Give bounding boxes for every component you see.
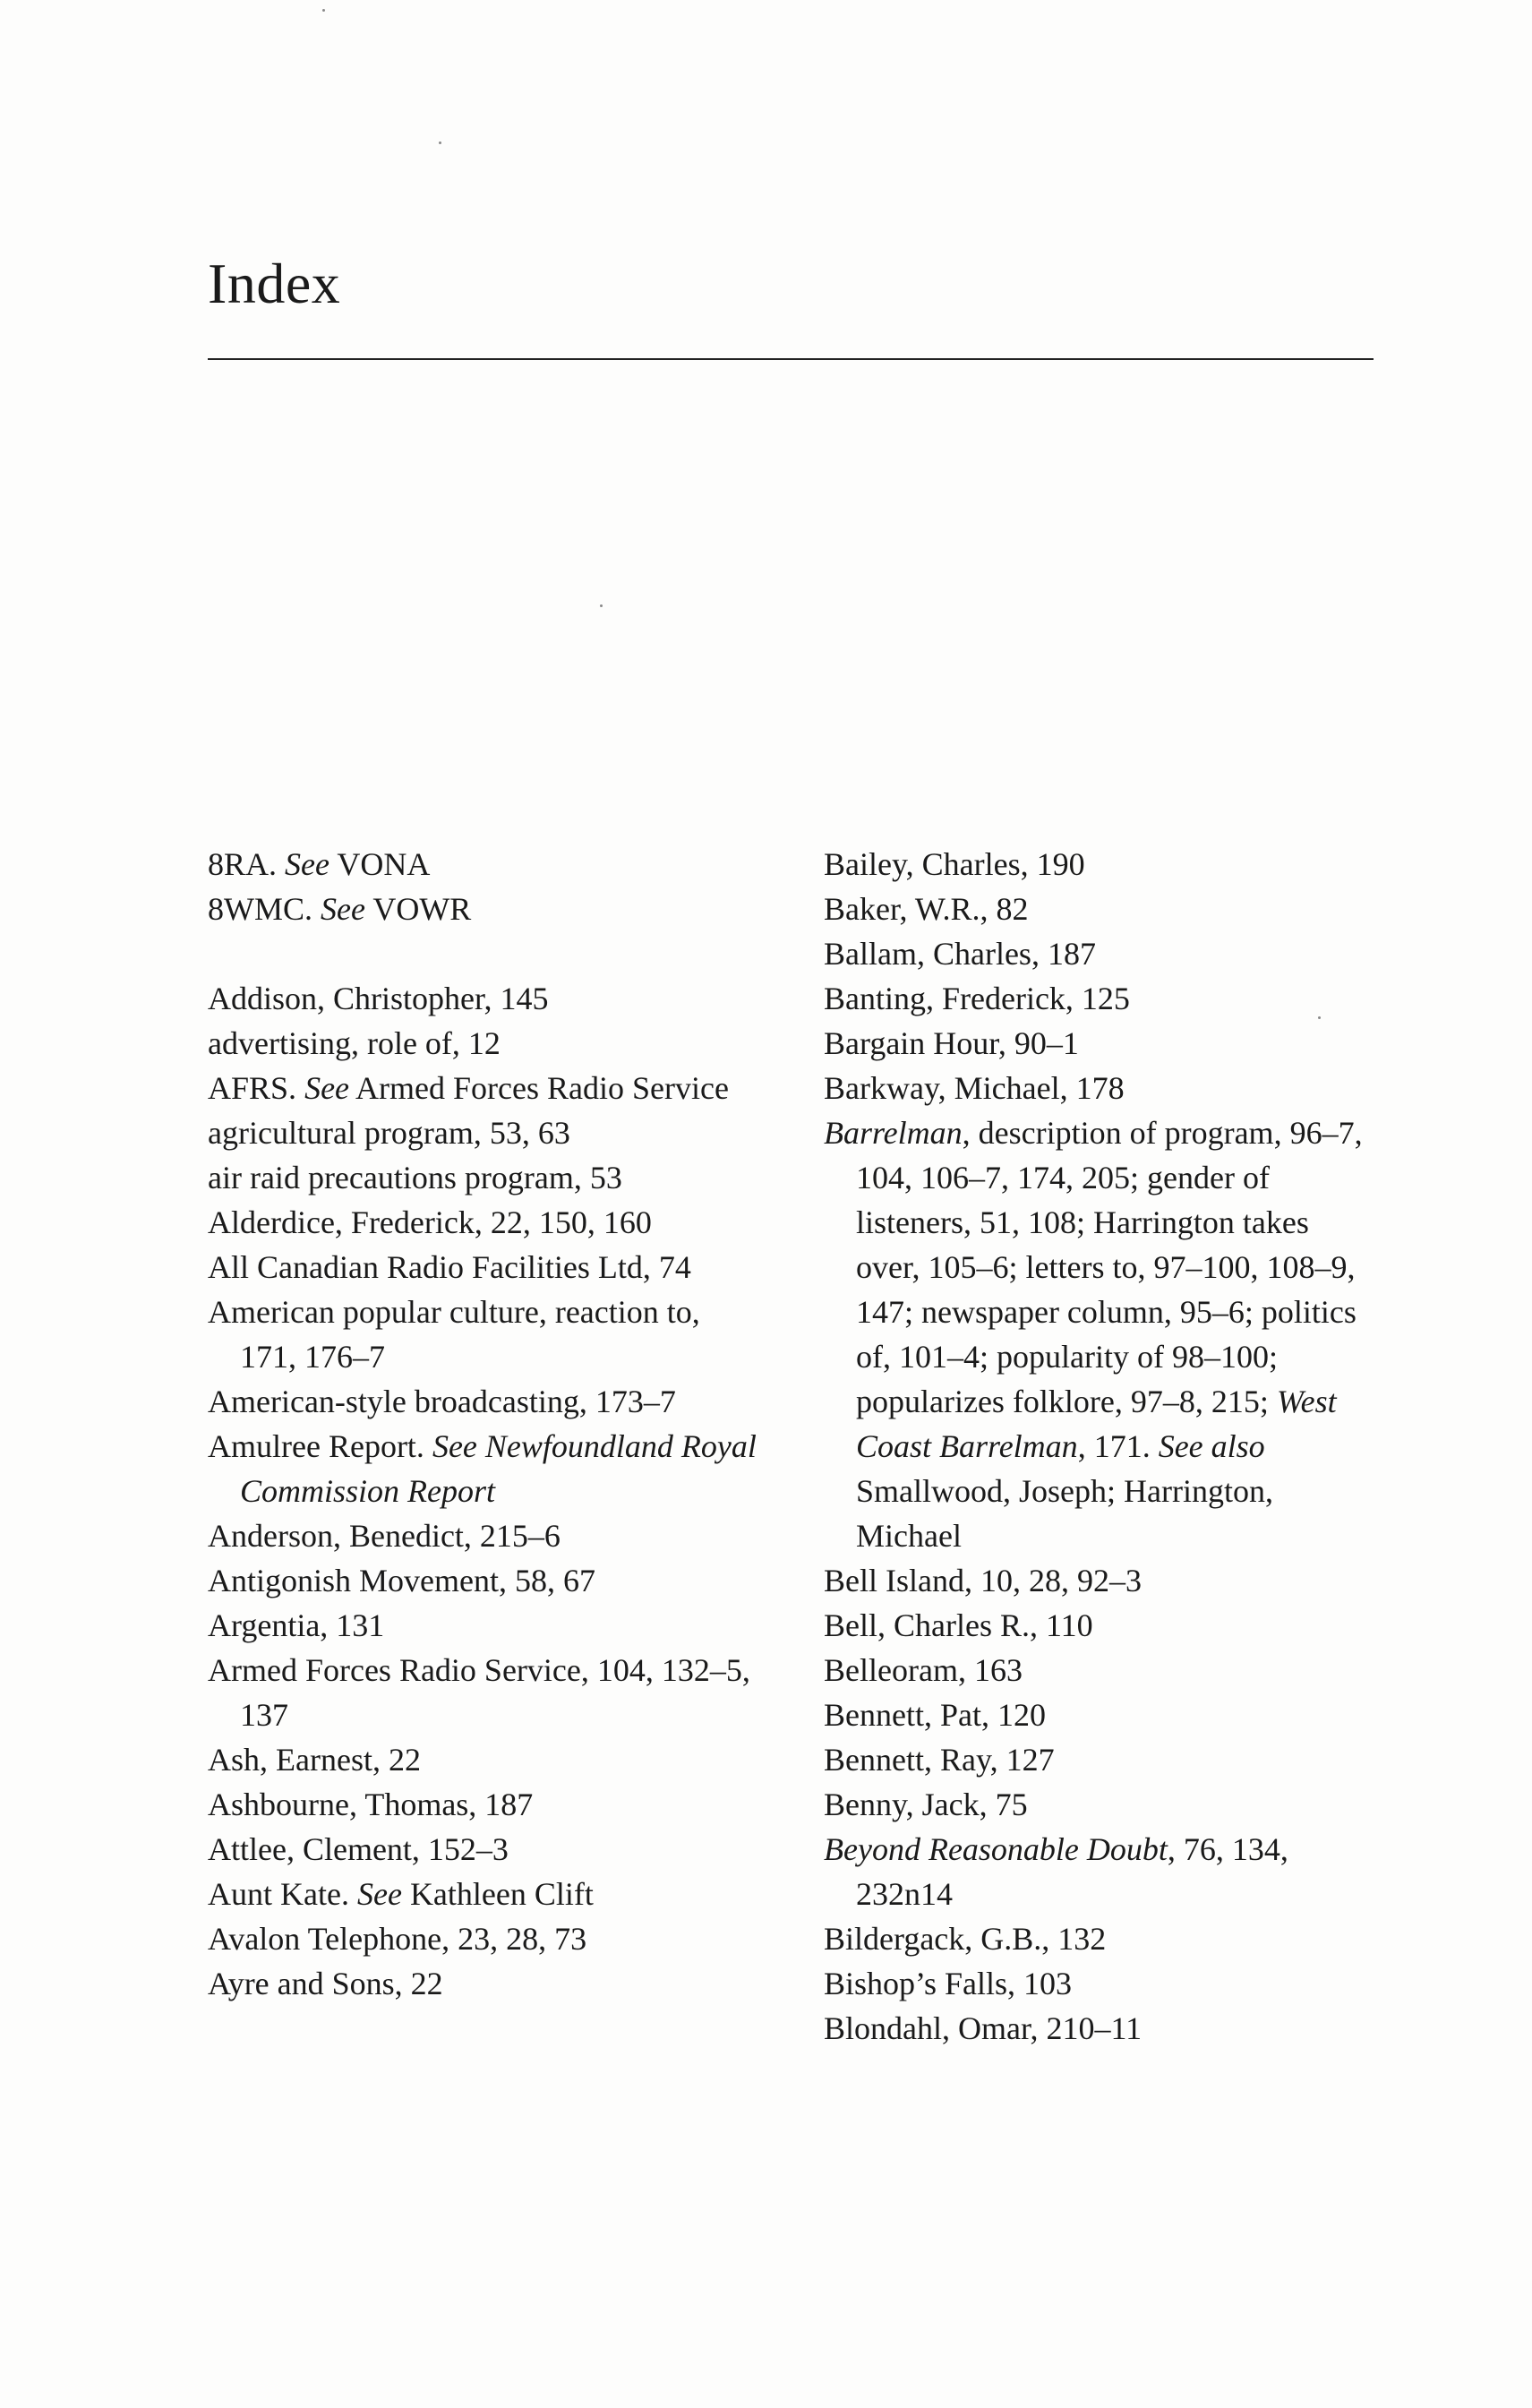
index-entry-text: Ballam, Charles, 187 bbox=[824, 936, 1096, 972]
index-entry-text: advertising, role of, 12 bbox=[208, 1025, 501, 1061]
index-entry bbox=[208, 842, 763, 887]
index-entry-text: Banting, Frederick, 125 bbox=[824, 981, 1130, 1016]
index-entry bbox=[208, 1200, 763, 1245]
index-entry-text: Benny, Jack, 75 bbox=[824, 1787, 1028, 1822]
index-entry-italic-text: See bbox=[285, 846, 330, 882]
index-entry-text: Armed Forces Radio Service, 104, 132–5, 137 bbox=[208, 1652, 750, 1733]
index-entry bbox=[824, 931, 1381, 976]
index-entry bbox=[824, 1737, 1381, 1782]
index-entry bbox=[824, 887, 1381, 931]
index-entry bbox=[824, 1692, 1381, 1737]
index-entry bbox=[208, 1737, 763, 1782]
index-entry-italic-text: West Coast Barrelman bbox=[856, 1384, 1337, 1464]
index-entry bbox=[208, 1513, 763, 1558]
index-entry-text: Blondahl, Omar, 210–11 bbox=[824, 2010, 1143, 2046]
index-entry bbox=[824, 1916, 1381, 1961]
index-column-left bbox=[208, 842, 763, 2006]
index-entry-text: Alderdice, Frederick, 22, 150, 160 bbox=[208, 1204, 652, 1240]
index-column-right bbox=[824, 842, 1381, 2051]
index-entry-text: , description of program, 96–7, 104, 106–7, 174, 205; gender of listeners, 51, 108; Harrington takes over, 105–6; letters to, 97–100, 108–9, 147; newspaper column, 95–6; politics of, 101–4; popularity of 98–100; popularizes folklore, 97–8, 215; bbox=[856, 1115, 1363, 1419]
index-entry-text: Anderson, Benedict, 215–6 bbox=[208, 1518, 561, 1554]
index-entry-text: Bell, Charles R., 110 bbox=[824, 1607, 1093, 1643]
index-entry bbox=[824, 842, 1381, 887]
index-entry bbox=[208, 1782, 763, 1827]
index-entry-text: Bargain Hour, 90–1 bbox=[824, 1025, 1079, 1061]
index-entry-text: Avalon Telephone, 23, 28, 73 bbox=[208, 1921, 587, 1957]
index-entry bbox=[208, 1245, 763, 1290]
index-entry bbox=[824, 1603, 1381, 1648]
index-entry bbox=[208, 1021, 763, 1066]
index-entry-italic-text: See also bbox=[1158, 1428, 1265, 1464]
index-entry-italic-text: See bbox=[304, 1070, 350, 1106]
index-entry bbox=[208, 1872, 763, 1916]
index-entry bbox=[208, 976, 763, 1021]
index-entry-text: VONA bbox=[329, 846, 431, 882]
index-entry-text: , 171. bbox=[1077, 1428, 1159, 1464]
index-entry bbox=[824, 976, 1381, 1021]
index-entry bbox=[824, 1961, 1381, 2006]
index-entry-text: , 76, 134, 232n14 bbox=[856, 1831, 1288, 1912]
index-entry-text: air raid precautions program, 53 bbox=[208, 1160, 622, 1195]
index-entry-text: agricultural program, 53, 63 bbox=[208, 1115, 570, 1151]
index-entry-italic-text: See bbox=[356, 1876, 402, 1912]
index-entry-text: Smallwood, Joseph; Harrington, Michael bbox=[856, 1473, 1273, 1554]
index-entry-italic-text: Barrelman bbox=[824, 1115, 963, 1151]
index-entry-text: Baker, W.R., 82 bbox=[824, 891, 1029, 927]
index-entry-text: Argentia, 131 bbox=[208, 1607, 385, 1643]
index-entry bbox=[824, 1782, 1381, 1827]
index-entry-text: 8RA. bbox=[208, 846, 286, 882]
index-entry-text: Aunt Kate. bbox=[208, 1876, 357, 1912]
index-entry-text: Attlee, Clement, 152–3 bbox=[208, 1831, 509, 1867]
index-entry-italic-text: Beyond Reasonable Doubt bbox=[824, 1831, 1168, 1867]
index-entry bbox=[208, 1424, 763, 1513]
index-entry bbox=[208, 1648, 763, 1737]
index-entry-text: All Canadian Radio Facilities Ltd, 74 bbox=[208, 1249, 691, 1285]
index-entry bbox=[824, 1648, 1381, 1692]
index-entry bbox=[824, 1066, 1381, 1110]
index-entry-text: Armed Forces Radio Service bbox=[349, 1070, 729, 1106]
index-entry-text: Ayre and Sons, 22 bbox=[208, 1966, 443, 2001]
index-entry bbox=[824, 1110, 1381, 1558]
index-entry-text: Antigonish Movement, 58, 67 bbox=[208, 1563, 595, 1598]
index-entry-text: Amulree Report. bbox=[208, 1428, 432, 1464]
index-entry-text: Bennett, Ray, 127 bbox=[824, 1742, 1055, 1778]
scan-speck bbox=[439, 141, 441, 144]
index-entry-text: 8WMC. bbox=[208, 891, 321, 927]
index-entry-text: Bildergack, G.B., 132 bbox=[824, 1921, 1107, 1957]
index-entry-text: Ash, Earnest, 22 bbox=[208, 1742, 421, 1778]
index-entry bbox=[208, 1110, 763, 1155]
index-entry bbox=[208, 1916, 763, 1961]
index-entry-text: American-style broadcasting, 173–7 bbox=[208, 1384, 676, 1419]
index-entry bbox=[208, 1603, 763, 1648]
scan-speck bbox=[322, 9, 325, 12]
index-entry bbox=[208, 1066, 763, 1110]
index-entry bbox=[824, 2006, 1381, 2051]
index-entry bbox=[208, 1558, 763, 1603]
index-entry bbox=[208, 1290, 763, 1379]
index-entry-text: Bishop’s Falls, 103 bbox=[824, 1966, 1073, 2001]
index-entry-text: AFRS. bbox=[208, 1070, 305, 1106]
index-entry-text: Bailey, Charles, 190 bbox=[824, 846, 1085, 882]
index-entry-text: American popular culture, reaction to, 171, 176–7 bbox=[208, 1294, 700, 1375]
index-entry bbox=[824, 1021, 1381, 1066]
index-entry-text: VOWR bbox=[364, 891, 472, 927]
index-entry bbox=[208, 1961, 763, 2006]
index-entry-text: Kathleen Clift bbox=[401, 1876, 594, 1912]
scan-speck bbox=[600, 604, 603, 607]
index-entry-text: Ashbourne, Thomas, 187 bbox=[208, 1787, 534, 1822]
index-entry-text: Addison, Christopher, 145 bbox=[208, 981, 549, 1016]
index-entry-text: Belleoram, 163 bbox=[824, 1652, 1023, 1688]
index-entry bbox=[208, 1379, 763, 1424]
scan-speck bbox=[1318, 1016, 1321, 1019]
page-title: Index bbox=[208, 252, 341, 315]
index-entry bbox=[208, 1155, 763, 1200]
index-entry bbox=[208, 1827, 763, 1872]
index-entry-text: Bennett, Pat, 120 bbox=[824, 1697, 1046, 1733]
index-entry bbox=[824, 1827, 1381, 1916]
index-entry-text: Barkway, Michael, 178 bbox=[824, 1070, 1125, 1106]
index-entry bbox=[208, 887, 763, 931]
index-entry bbox=[824, 1558, 1381, 1603]
title-rule bbox=[208, 358, 1374, 360]
index-entry-italic-text: See bbox=[321, 891, 365, 927]
index-entry-italic-text: See Newfoundland Royal Commission Report bbox=[240, 1428, 757, 1509]
index-entry-text: Bell Island, 10, 28, 92–3 bbox=[824, 1563, 1142, 1598]
